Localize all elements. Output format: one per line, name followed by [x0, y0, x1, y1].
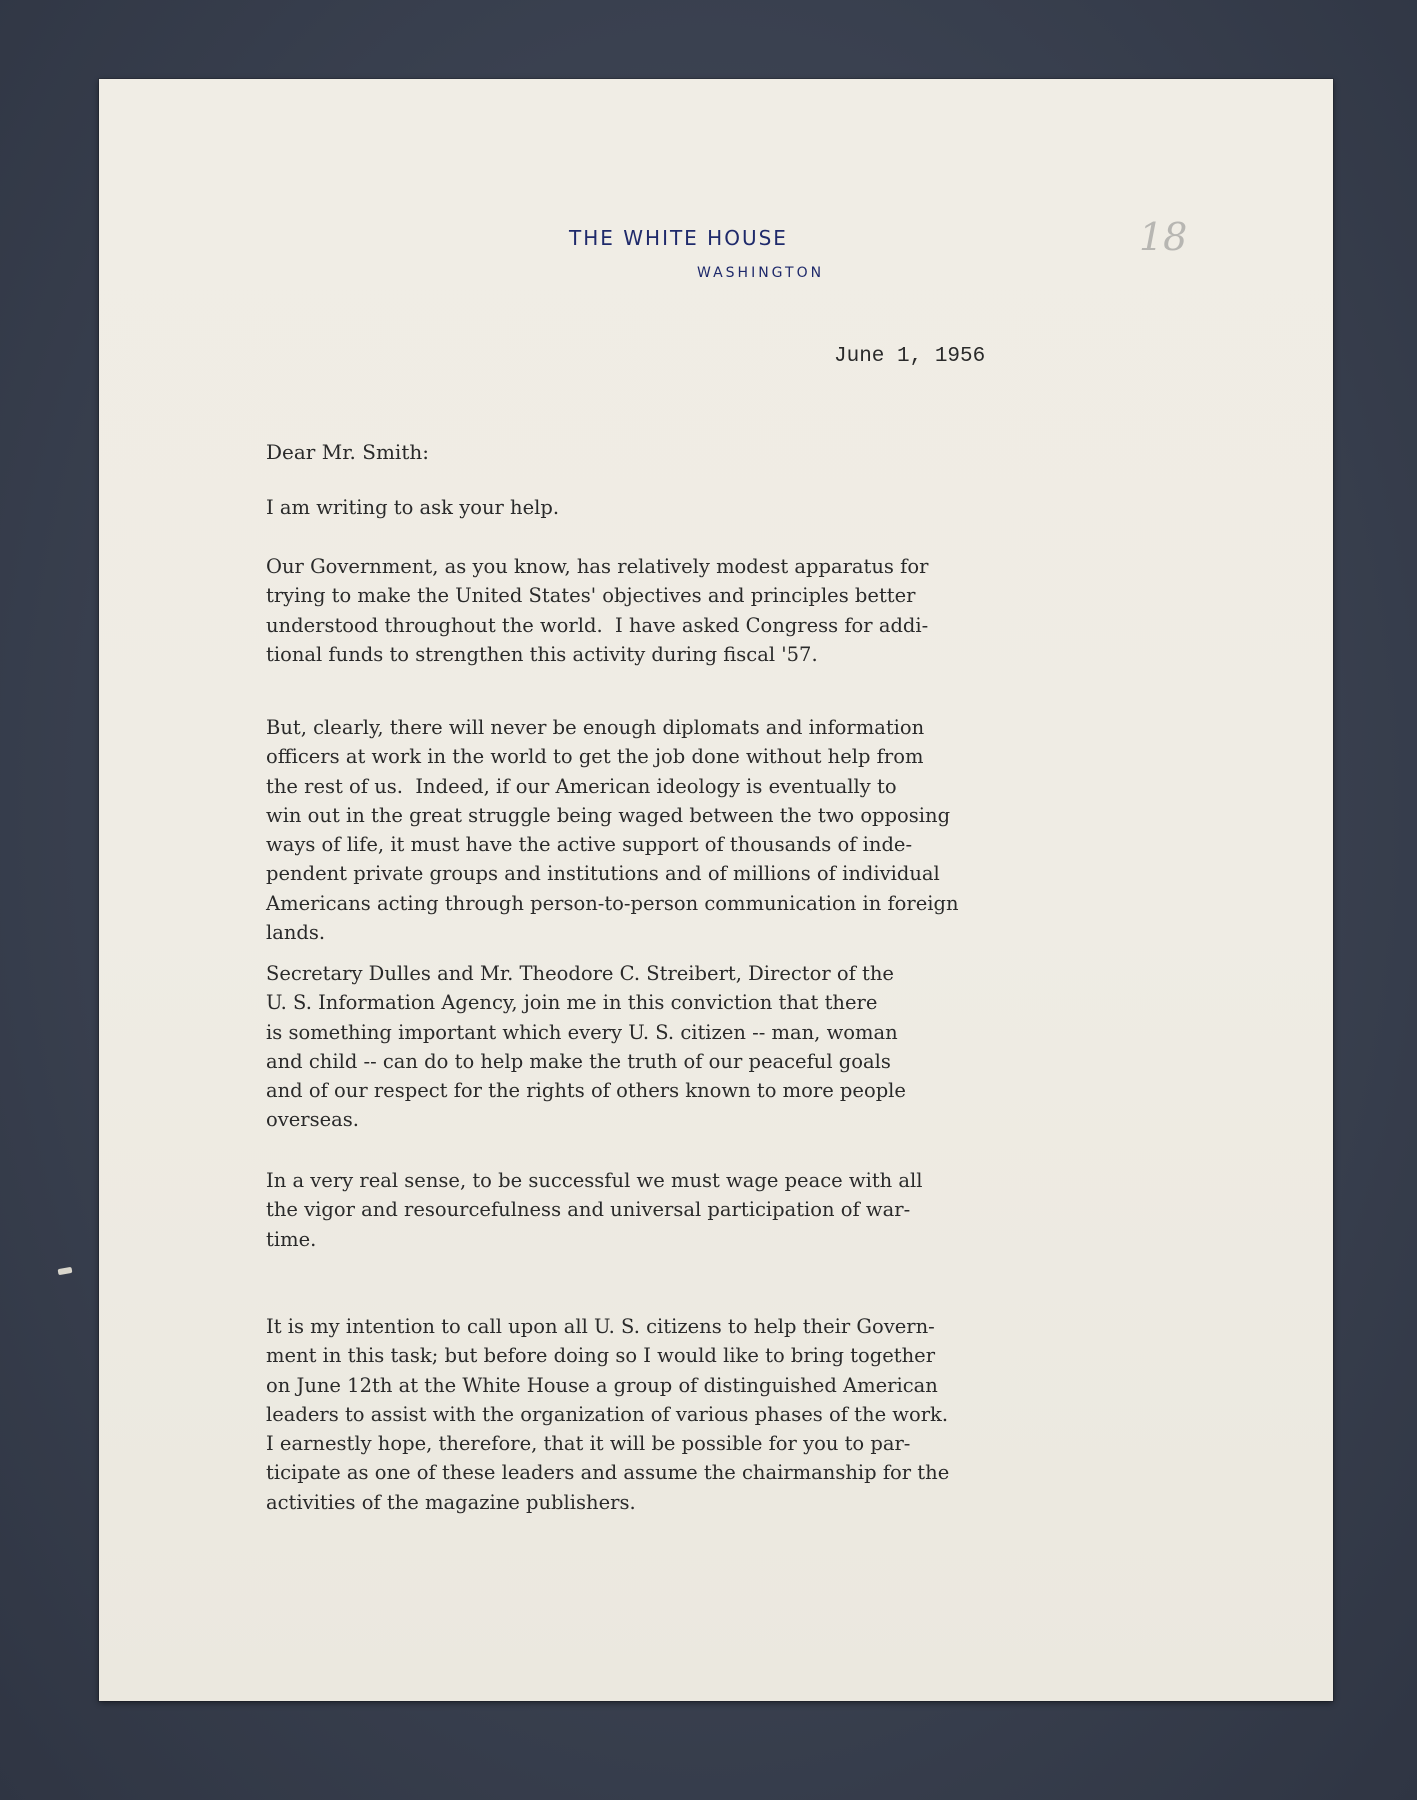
body-paragraph-4: Secretary Dulles and Mr. Theodore C. Streibert, Director of the U. S. Information Agency, join me in this conviction that there is something important which every U. S. citizen -- man, woman and child -- can do to help make the truth of our peaceful goals and of our respect for the rights of others known to more people overseas. [266, 962, 906, 1132]
body-paragraph-6: It is my intention to call upon all U. S. citizens to help their Govern- ment in this task; but before doing so I would like to bring together on June 12th at the White House a group of distinguished American leaders to assist with the organization of various phases of the work. I earnestly hope, therefore, that it will be possible for you to par- ticipate as one of these leaders and assume the chairmanship for the activities of the magazine publishers. [266, 1315, 950, 1514]
letterhead-subtitle: WASHINGTON [697, 265, 825, 281]
body-paragraph-1: I am writing to ask your help. [266, 496, 560, 519]
letter-page [99, 79, 1333, 1701]
salutation: Dear Mr. Smith: [266, 440, 429, 464]
body-paragraph-2: Our Government, as you know, has relatively modest apparatus for trying to make the United States' objectives and principles better understood throughout the world. I have asked Congress for addi- tional funds to strengthen this activity during fiscal '57. [266, 555, 929, 666]
body-paragraph-3: But, clearly, there will never be enough diplomats and information officers at work in the world to get the job done without help from the rest of us. Indeed, if our American ideology is eventually to win out in the great struggle being waged between the two opposing ways of life, it must have the active support of thousands of inde- pendent private groups and institutions and of millions of individual Americans acting through person-to-person communication in foreign lands. [266, 716, 959, 945]
handwritten-file-mark: 18 [1139, 215, 1188, 259]
letter-date: June 1, 1956 [834, 345, 986, 368]
letterhead-title: THE WHITE HOUSE [569, 226, 788, 250]
body-paragraph-5: In a very real sense, to be successful we must wage peace with all the vigor and resourcefulness and universal participation of war- time. [266, 1169, 923, 1251]
